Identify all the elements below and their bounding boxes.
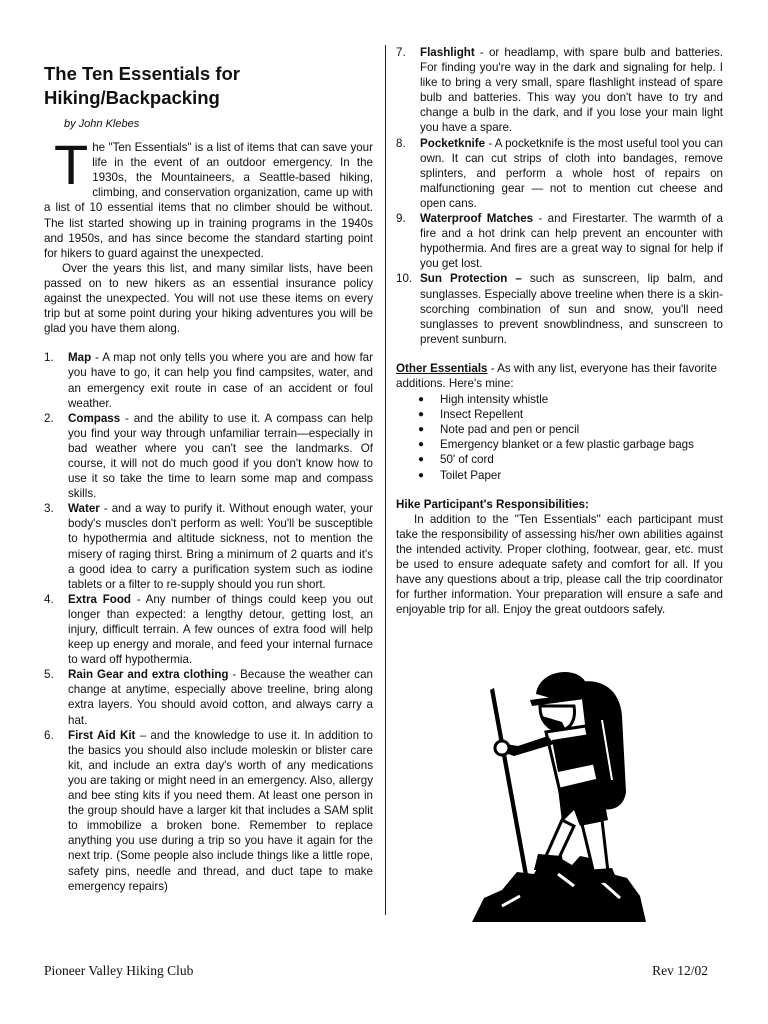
hiker-illustration-icon	[462, 660, 652, 945]
essentials-list-part-1	[44, 350, 373, 893]
bullet-icon: ●	[418, 394, 425, 406]
list-item: 10. Sun Protection – such as sunscreen, lip balm, and sunglasses. Especially above treeline when there is a skin-scorching combination of sun and snow, you'll need sunglasses to prevent snowblindness, and sunscreen to prevent sunburn.	[396, 272, 723, 346]
title-line-2: Hiking/Backpacking	[44, 86, 220, 108]
list-item: ● Toilet Paper	[418, 468, 502, 482]
list-item: 9. Waterproof Matches - and Firestarter. The warmth of a fire and a hot drink can help prevent an encounter with hypothermia. And fires are a great way to signal for help if you get lost.	[396, 212, 723, 271]
bullet-icon: ●	[418, 439, 425, 451]
footer-organization: Pioneer Valley Hiking Club	[44, 963, 194, 978]
bullet-icon: ●	[418, 409, 425, 421]
bullet-icon: ●	[418, 469, 425, 481]
item-name: Extra Food	[68, 592, 132, 606]
item-name: Sun Protection –	[420, 272, 522, 286]
responsibilities-text: In addition to the "Ten Essentials" each participant must take the responsibility of assessing his/her own abilities against the intended activity. Proper clothing, footwear, gear, etc. must be used to ensure adequate safety and comfort for all. If you have any questions about a trip, please call the trip coordinator for further information. Your preparation will ensure a safe and enjoyable trip for all. Enjoy the great outdoors safely.	[396, 512, 723, 617]
footer-revision: Rev 12/02	[652, 963, 708, 978]
item-name: Waterproof Matches	[420, 212, 534, 226]
byline: by John Klebes	[64, 118, 140, 130]
list-item: ● Emergency blanket or a few plastic garbage bags	[418, 438, 694, 452]
drop-cap: T	[54, 133, 89, 197]
item-name: Rain Gear and extra clothing	[68, 668, 229, 682]
list-item: 8. Pocketknife - A pocketknife is the most useful tool you can own. It can cut strips of cloth into bandages, remove splinters, and perform a whole host of repairs on malfunctioning gear — not to mention cut cheese and open cans.	[396, 136, 723, 210]
list-item: 4. Extra Food - Any number of things could keep you out longer than expected: a lengthy detour, getting lost, an injury, difficult terrain. A few ounces of extra food will help keep up energy and morale, and feed your internal furnace to ward off hypothermia.	[44, 592, 373, 667]
page-title	[44, 62, 373, 109]
responsibilities-heading: Hike Participant's Responsibilities:	[396, 497, 589, 511]
other-essentials-intro: Other Essentials - As with any list, everyone has their favorite additions. Here's mine:	[396, 361, 717, 390]
right-column	[396, 45, 723, 617]
list-item: ● High intensity whistle	[418, 393, 549, 407]
other-essentials-heading: Other Essentials	[396, 361, 488, 375]
item-name: Flashlight	[420, 46, 475, 59]
item-name: Map	[68, 351, 92, 365]
item-name: First Aid Kit	[68, 728, 136, 742]
list-item: 7. Flashlight - or headlamp, with spare bulb and batteries. For finding you're way in the dark and signaling for help. I like to bring a very small, spare flashlight instead of spare bulb and batteries. This way you don't have to try and change a bulb in the dark, and if you lose your main light you have a spare.	[396, 46, 723, 135]
intro-text-1: he "Ten Essentials" is a list of items that can save your life in the event of an outdoor emergency. In the 1930s, the Mountaineers, a Seattle-based hiking, climbing, and conservation organization, came up with a list of 10 essential items that no climber should be without. The list started showing up in training programs in the 1940s and 1950s, and has since become the standard starting point for hikers to guard against the unexpected.	[44, 141, 373, 260]
list-item: 5. Rain Gear and extra clothing - Because the weather can change at anytime, especially above treeline, bring along extra layers. You should avoid cotton, and always carry a hat.	[44, 668, 373, 727]
list-item: ● Insect Repellent	[418, 408, 524, 422]
intro-paragraph-1	[44, 133, 373, 261]
other-essentials-list	[396, 392, 723, 483]
responsibilities-section	[396, 497, 723, 618]
essentials-list-part-2	[396, 45, 723, 347]
bullet-icon: ●	[418, 424, 425, 436]
item-name: Pocketknife	[420, 136, 486, 150]
other-essentials-section	[396, 361, 723, 483]
intro-section	[44, 133, 373, 336]
list-item: ● Note pad and pen or pencil	[418, 423, 580, 437]
list-item: 6. First Aid Kit – and the knowledge to use it. In addition to the basics you should also include moleskin or blister care kit, and include an extra day's worth of any medications you are taking or might need in an emergency. Also, allergy and bee sting kits if you need them. At least one person in the group should have a larger kit that includes a SAM split to immobilize a broken bone. Remember to replace anything you use during a trip so you have it again for the next trip. (Some people also include things like a little rope, safety pins, needle and thread, and duct tape to make emergency repairs)	[44, 728, 373, 893]
list-item: ● 50' of cord	[418, 453, 494, 467]
intro-paragraph-2: Over the years this list, and many similar lists, have been passed on to new hikers as an essential insurance policy against the unexpected. You will not use these items on every trip but at some point during your hiking adventures you will be glad you have them along.	[44, 261, 373, 336]
list-item: 3. Water - and a way to purify it. Without enough water, your body's muscles don't perform as well: You'll be susceptible to hypothermia and altitude sickness, not to mention the misery of raging thirst. Bring a minimum of 2 quarts and it's a good idea to carry a purification system such as iodine tablets or a filter to re-supply should you run short.	[44, 502, 373, 591]
item-name: Water	[68, 502, 100, 516]
item-name: Compass	[68, 411, 121, 425]
left-column	[44, 62, 373, 894]
title-line-1: The Ten Essentials for	[44, 63, 241, 84]
column-divider	[385, 45, 386, 915]
bullet-icon: ●	[418, 454, 425, 466]
list-item: 2. Compass - and the ability to use it. A compass can help you find your way through unfamiliar terrain—especially in bad weather where you can't see the landmarks. Of course, it will not do much good if you don't know how to use it so take the time to learn some map and compass skills.	[44, 411, 373, 501]
list-item: 1. Map - A map not only tells you where you are and how far you have to go, it can help you find campsites, water, and an emergency exit route in case of an accident or foul weather.	[44, 351, 373, 410]
